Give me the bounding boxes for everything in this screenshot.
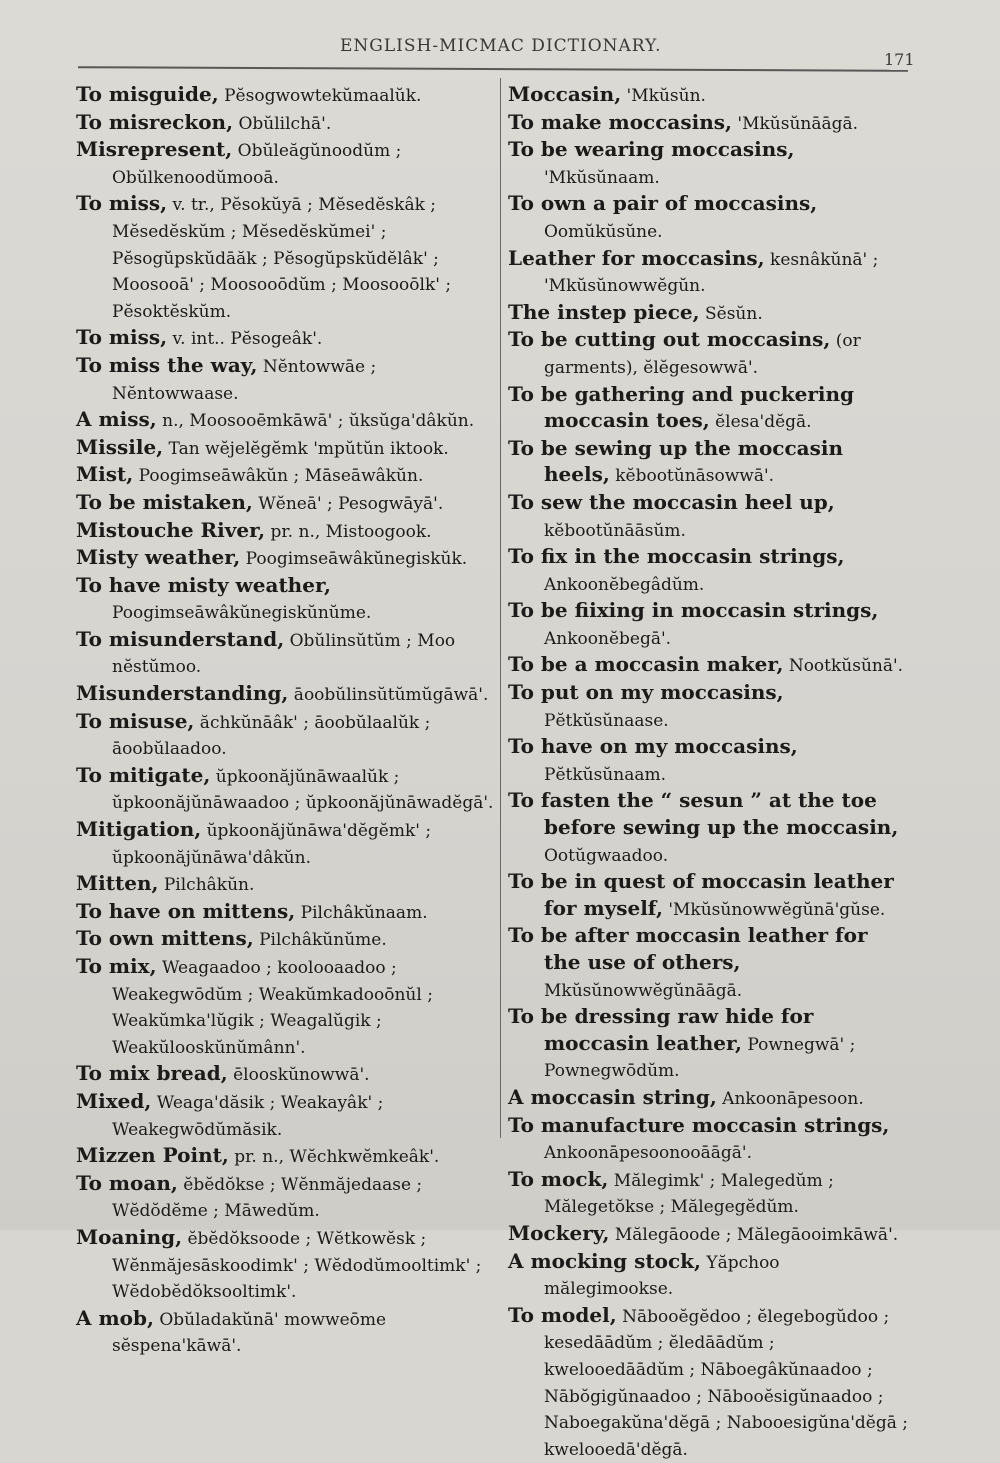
entry-headword: The instep piece, [508, 299, 700, 324]
dictionary-entry [76, 1061, 494, 1089]
running-title: ENGLISH-MICMAC DICTIONARY. [340, 36, 662, 56]
dictionary-entry [508, 923, 908, 1004]
entry-headword: Moccasin, [508, 82, 622, 106]
entry-headword: To mock, [508, 1166, 609, 1191]
dictionary-entry [508, 382, 908, 436]
entry-definition: 'Mkŭsŭn. [621, 86, 706, 106]
left-column [76, 82, 494, 1360]
page-header [0, 34, 1000, 69]
dictionary-entry [508, 1004, 908, 1085]
entry-headword: To fasten the “ sesun ” at the toe before sewing up the moccasin, [508, 788, 899, 840]
entry-definition: kĕbootŭnāsowwā'. [609, 466, 775, 487]
dictionary-entry [508, 1221, 908, 1249]
dictionary-entry [76, 763, 494, 817]
entry-definition: ŭpkoonăjŭnāwaalŭk ; ŭpkoonăjŭnāwaadoo ; ŭpkoonăjŭnāwadĕgā'. [112, 766, 494, 814]
dictionary-entry [76, 110, 494, 138]
entry-definition: Pilchâkŭn. [158, 875, 255, 896]
entry-headword: To mitigate, [76, 762, 211, 787]
dictionary-entry [508, 734, 908, 788]
dictionary-entry [508, 1113, 908, 1167]
entry-definition: Ankoonāpesoon. [716, 1088, 864, 1109]
entry-definition: Mălegāoode ; Mălegāooimkāwā'. [609, 1224, 899, 1245]
entry-definition: Yăpchoo mălegimookse. [544, 1252, 780, 1300]
entry-headword: To model, [508, 1302, 617, 1327]
dictionary-entry [508, 1085, 908, 1113]
dictionary-entry [508, 327, 908, 381]
entry-headword: To be mistaken, [76, 489, 253, 514]
entry-headword: To be after moccasin leather for the use of others, [508, 923, 868, 974]
entry-headword: To be fiixing in moccasin strings, [508, 598, 879, 623]
dictionary-entry [76, 1225, 494, 1306]
entry-headword: To fix in the moccasin strings, [508, 544, 845, 569]
entry-headword: To misreckon, [76, 109, 234, 134]
entry-headword: To mix bread, [76, 1061, 228, 1086]
entry-definition: Nootkŭsŭnā'. [783, 656, 904, 677]
dictionary-entry [76, 490, 494, 518]
dictionary-entry [508, 869, 908, 923]
entry-headword: To have misty weather, [76, 572, 331, 597]
dictionary-entry [76, 325, 494, 353]
entry-headword: Mizzen Point, [76, 1143, 229, 1168]
entry-definition: ŭpkoonăjŭnāwa'dĕgĕmk' ; ŭpkoonăjŭnāwa'dâkŭn. [112, 821, 432, 868]
entry-definition: Poogimseāwâkŭnegiskŭk. [240, 549, 468, 570]
entry-headword: Mitten, [76, 871, 159, 896]
dictionary-entry [76, 407, 494, 435]
entry-headword: To have on mittens, [76, 898, 296, 923]
entry-headword: Mixed, [76, 1088, 152, 1113]
entry-definition: 'Mkŭsŭnāāgā. [732, 113, 859, 134]
entry-headword: To put on my moccasins, [508, 680, 784, 705]
entry-definition: ĕlesa'dĕgā. [709, 412, 812, 433]
entry-headword: Mistouche River, [76, 517, 266, 542]
entry-headword: To miss, [76, 191, 168, 216]
dictionary-entry [508, 300, 908, 328]
entry-definition: Ankoonĕbegā'. [544, 628, 672, 649]
entry-definition: Ankoonĕbegâdŭm. [544, 574, 705, 595]
entry-definition: Tan wĕjelĕgĕmk 'mpŭtŭn iktook. [163, 438, 449, 459]
entry-definition: Ankoonāpesoonooāāgā'. [544, 1143, 753, 1164]
dictionary-entry [76, 573, 494, 627]
entry-headword: A miss, [76, 407, 157, 432]
entry-headword: Mitigation, [76, 817, 202, 842]
dictionary-entry [508, 110, 908, 138]
dictionary-entry [76, 1143, 494, 1171]
entry-headword: To own mittens, [76, 926, 254, 951]
entry-definition: (or garments), ĕlĕgesowwā'. [544, 331, 861, 378]
entry-headword: Misty weather, [76, 545, 241, 570]
entry-definition: Weaga'dăsik ; Weakayâk' ; Weakegwōdŭmăsik. [112, 1092, 384, 1140]
entry-headword: To own a pair of moccasins, [508, 191, 818, 216]
dictionary-entry [76, 1306, 494, 1360]
dictionary-entry [508, 1249, 908, 1303]
entry-definition: Pownegwā' ; Pownegwōdŭm. [544, 1034, 856, 1082]
entry-definition: Oomŭkŭsŭne. [544, 221, 663, 242]
entry-definition: Wĕneā' ; Pesogwāyā'. [252, 493, 444, 514]
dictionary-entry [508, 137, 908, 191]
entry-headword: A mocking stock, [508, 1248, 701, 1273]
dictionary-entry [76, 1089, 494, 1143]
entry-definition: Pilchâkŭnaam. [295, 902, 428, 923]
entry-headword: To misunderstand, [76, 626, 285, 651]
dictionary-entry [508, 544, 908, 598]
entry-definition: 'Mkŭsŭnaam. [544, 167, 660, 188]
dictionary-entry [76, 353, 494, 407]
entry-definition: v. int.. Pĕsogeâk'. [167, 329, 323, 350]
dictionary-entry [508, 680, 908, 734]
page-number: 171 [884, 50, 915, 69]
dictionary-entry [76, 435, 494, 463]
entry-definition: Poogimseāwâkŭn ; Māseāwâkŭn. [133, 466, 424, 487]
entry-definition: Mkŭsŭnowwĕgŭnāāgā. [544, 980, 743, 1001]
dictionary-entry [76, 462, 494, 490]
dictionary-entry [76, 926, 494, 954]
entry-definition: Obŭlinsŭtŭm ; Moo nĕstŭmoo. [112, 630, 456, 678]
dictionary-entry [508, 191, 908, 245]
entry-headword: To be dressing raw hide for moccasin leather, [508, 1004, 814, 1055]
entry-definition: Obŭlilchā'. [233, 113, 332, 134]
dictionary-entry [508, 598, 908, 652]
entry-headword: Moaning, [76, 1224, 183, 1249]
entry-definition: Nĕntowwāe ; Nĕntowwaase. [112, 356, 377, 404]
dictionary-entry [76, 817, 494, 871]
entry-definition: Pilchâkŭnŭme. [253, 930, 387, 951]
entry-definition: Pĕsogwowtekŭmaalŭk. [218, 86, 422, 106]
entry-headword: A moccasin string, [508, 1084, 717, 1109]
dictionary-entry [508, 788, 908, 869]
entry-definition: kĕbootŭnāāsŭm. [544, 520, 686, 541]
dictionary-entry [76, 191, 494, 325]
dictionary-entry [508, 1167, 908, 1221]
entry-definition: āoobŭlinsŭtŭmŭgāwā'. [288, 685, 489, 706]
entry-headword: To be sewing up the moccasin heels, [508, 435, 844, 487]
entry-headword: To be cutting out moccasins, [508, 327, 831, 352]
column-divider [500, 78, 501, 1138]
dictionary-entry [76, 137, 494, 191]
dictionary-entry [508, 1303, 908, 1463]
entry-headword: To make moccasins, [508, 109, 732, 134]
dictionary-entry [76, 545, 494, 573]
entry-definition: n., Moosooēmkāwā' ; ŭksŭga'dâkŭn. [156, 411, 475, 432]
dictionary-entry [76, 681, 494, 709]
entry-definition: ēlooskŭnowwā'. [227, 1065, 370, 1086]
entry-headword: To be in quest of moccasin leather for myself, [508, 869, 894, 920]
dictionary-entry [76, 709, 494, 763]
dictionary-entry [76, 627, 494, 681]
entry-definition: Mălegimk' ; Malegedŭm ; Mălegetŏkse ; Mălegegĕdŭm. [544, 1170, 834, 1218]
entry-headword: To misguide, [76, 82, 219, 106]
entry-headword: To manufacture moccasin strings, [508, 1112, 890, 1137]
dictionary-entry [508, 490, 908, 544]
entry-definition: Pĕtkŭsŭnaam. [544, 764, 666, 785]
dictionary-entry [508, 652, 908, 680]
entry-headword: Missile, [76, 434, 164, 459]
entry-headword: Misunderstanding, [76, 681, 289, 706]
entry-definition: Obŭleăgŭnoodŭm ; Obŭlkenoodŭmooā. [112, 141, 402, 188]
right-column [508, 82, 908, 1463]
entry-definition: pr. n., Wĕchkwĕmkeâk'. [228, 1147, 440, 1168]
entry-definition: ăchkŭnāâk' ; āoobŭlaalŭk ; āoobŭlaadoo. [112, 712, 431, 760]
entry-definition: kesnâkŭnā' ; 'Mkŭsŭnowwĕgŭn. [544, 249, 879, 297]
entry-headword: To sew the moccasin heel up, [508, 489, 835, 514]
entry-definition: Pĕtkŭsŭnaase. [544, 710, 669, 731]
entry-definition: Sĕsŭn. [699, 303, 763, 324]
entry-definition: ĕbĕdŏksoode ; Wĕtkowĕsk ; Wĕnmăjesāskoodimk' ; Wĕdodŭmooltimk' ; Wĕdobĕdŏksooltimk'. [112, 1228, 482, 1303]
dictionary-entry [76, 899, 494, 927]
entry-headword: Leather for moccasins, [508, 245, 765, 270]
entry-definition: pr. n., Mistoogook. [265, 521, 432, 542]
dictionary-entry [76, 82, 494, 110]
entry-headword: Misrepresent, [76, 137, 233, 162]
dictionary-entry [508, 246, 908, 300]
entry-headword: To be wearing moccasins, [508, 137, 795, 162]
entry-headword: To be a moccasin maker, [508, 652, 784, 677]
dictionary-entry [508, 82, 908, 110]
entry-definition: Obŭladakŭnā' mowweōme sĕspena'kāwā'. [112, 1309, 387, 1357]
entry-definition: ĕbĕdŏkse ; Wĕnmăjedaase ; Wĕdŏdĕme ; Māwedŭm. [112, 1174, 423, 1222]
entry-headword: To miss the way, [76, 352, 258, 377]
entry-headword: Mist, [76, 462, 134, 487]
entry-headword: A mob, [76, 1305, 154, 1330]
entry-definition: Poogimseāwâkŭnegiskŭnŭme. [112, 603, 372, 624]
entry-definition: Weagaadoo ; koolooaadoo ; Weakegwōdŭm ; Weakŭmkadooōnŭl ; Weakŭmka'lŭgik ; Weagalŭgik ; Weakŭlooskŭnŭmânn'. [112, 958, 433, 1058]
entry-headword: To moan, [76, 1170, 178, 1195]
entry-definition: 'Mkŭsŭnowwĕgŭnā'gŭse. [662, 899, 886, 920]
header-rule [78, 66, 908, 72]
entry-headword: To be gathering and puckering moccasin toes, [508, 381, 855, 433]
entry-headword: To mix, [76, 954, 157, 978]
entry-headword: Mockery, [508, 1220, 610, 1245]
dictionary-entry [508, 436, 908, 490]
entry-headword: To misuse, [76, 708, 195, 733]
entry-definition: Ootŭgwaadoo. [544, 845, 669, 866]
entry-headword: To have on my moccasins, [508, 734, 798, 759]
entry-headword: To miss, [76, 325, 168, 350]
dictionary-entry [76, 1171, 494, 1225]
entry-definition: v. tr., Pĕsokŭyā ; Mĕsedĕskâk ; Mĕsedĕskŭm ; Mĕsedĕskŭmei' ; Pĕsogŭpskŭdāăk ; Pĕsogŭpskŭdĕlâk' ; Moosooā' ; Moosooōdŭm ; Moosooōlk' ; Pĕsoktĕskŭm. [112, 195, 452, 322]
dictionary-entry [76, 871, 494, 899]
entry-definition: Nābooĕgĕdoo ; ĕlegebogŭdoo ; kesedāādŭm ; ĕledāādŭm ; kwelooedāādŭm ; Nāboegâkŭnaadoo ; Nābŏgigŭnaadoo ; Nābooĕsigŭnaadoo ; Naboegakŭna'dĕgā ; Nabooesigŭna'dĕgā ; kwelooedā'dĕgā. [544, 1306, 908, 1460]
dictionary-entry [76, 954, 494, 1061]
dictionary-entry [76, 518, 494, 546]
